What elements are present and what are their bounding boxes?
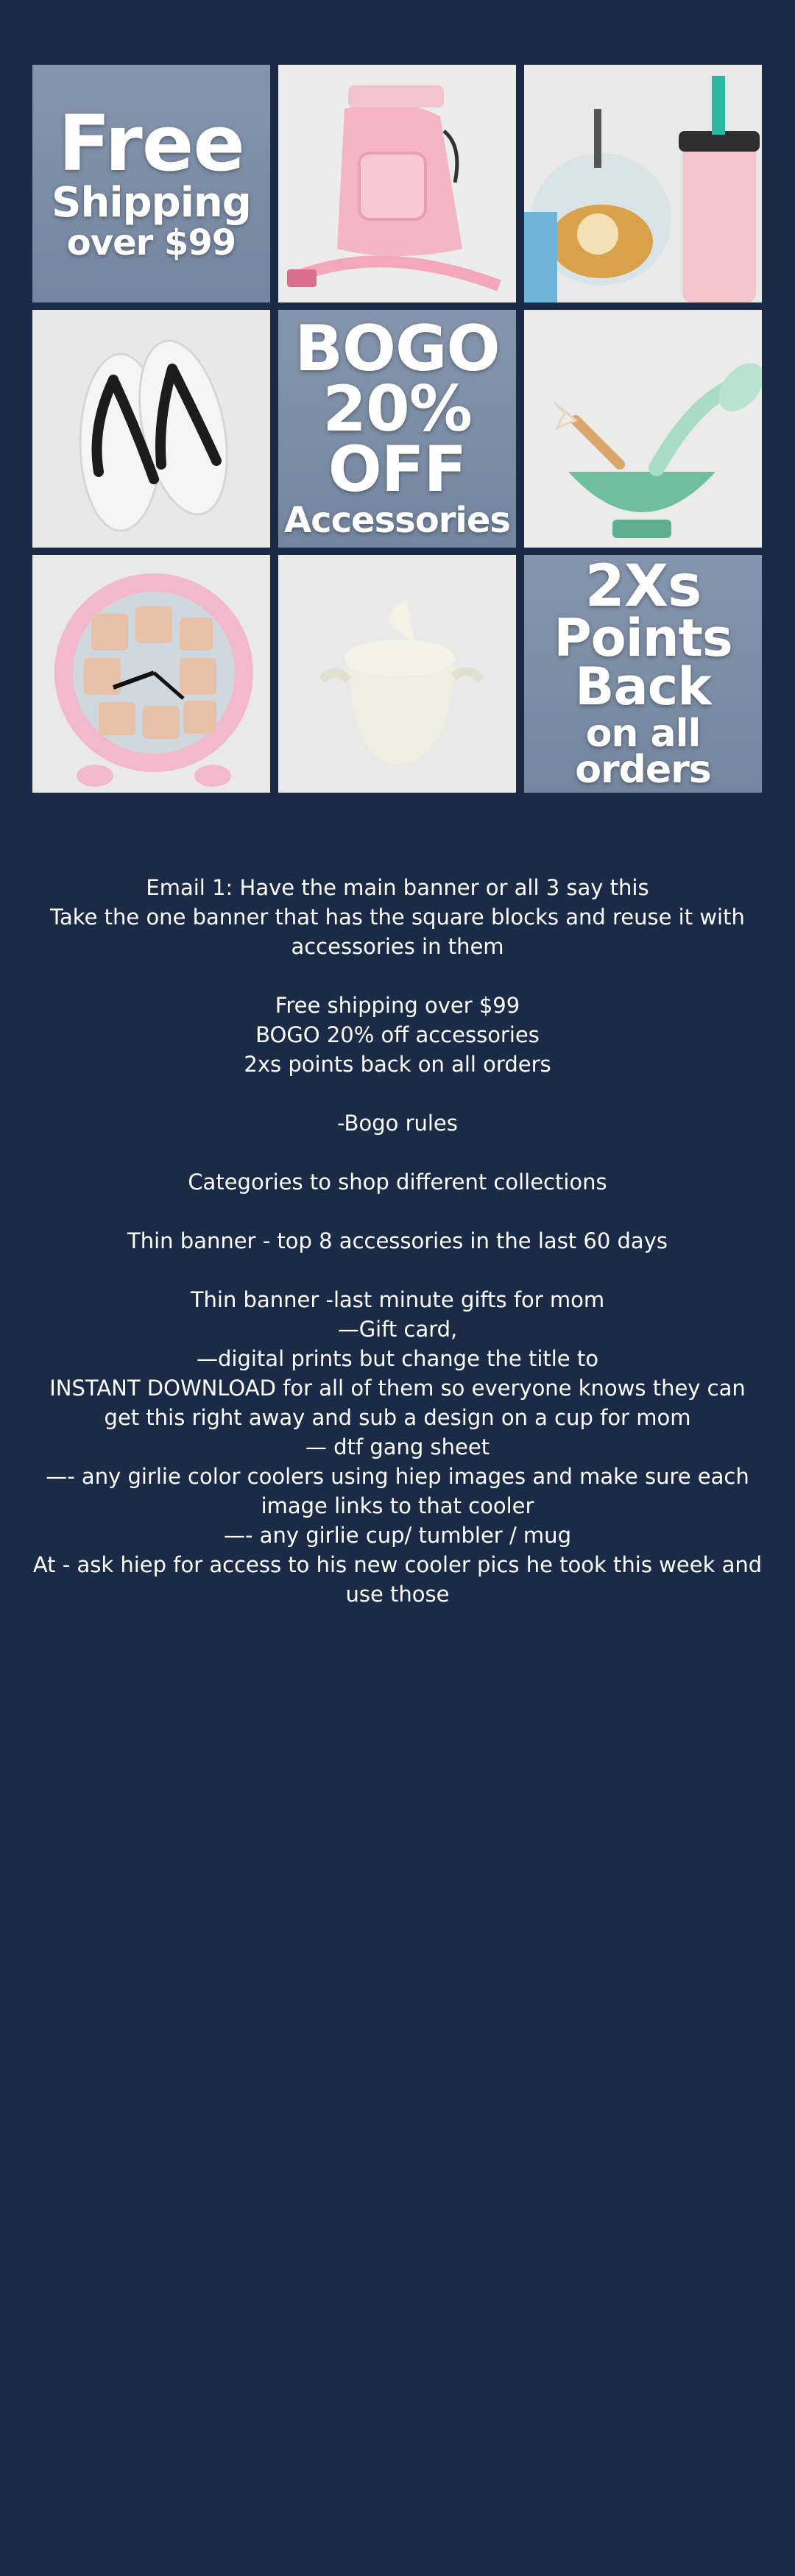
free-shipping-line-1: Free <box>58 98 244 188</box>
promo-grid <box>32 65 763 792</box>
note-line: Thin banner - top 8 accessories in the last 60 days <box>127 1228 668 1253</box>
photo-clock-graphic <box>32 555 270 793</box>
note-line <box>32 961 763 991</box>
note-line <box>32 1138 763 1167</box>
sugar-bowl-graphic <box>278 555 516 793</box>
note-line: —Gift card, <box>337 1317 458 1342</box>
points-line-2: Points <box>554 607 732 668</box>
points-line-1: 2Xs <box>584 555 702 620</box>
free-shipping-line-3: over $99 <box>66 222 236 263</box>
note-line: 2xs points back on all orders <box>244 1052 551 1077</box>
free-shipping-line-2: Shipping <box>52 178 251 227</box>
bogo-line-2: 20% <box>322 372 472 446</box>
note-line: Take the one banner that has the square blocks and reuse it with accessories in them <box>50 905 745 959</box>
note-line <box>32 1256 763 1285</box>
bogo-tile[interactable] <box>278 310 516 548</box>
tumblers-and-jar-image[interactable] <box>524 65 762 302</box>
note-line: At - ask hiep for access to his new cooler pics he took this week and use those <box>32 1552 763 1607</box>
flip-flops-graphic <box>32 310 270 548</box>
ceramic-sugar-bowl-image[interactable] <box>278 555 516 793</box>
bogo-line-1: BOGO <box>294 312 500 386</box>
free-shipping-tile[interactable] <box>32 65 270 302</box>
email-notes <box>32 873 763 1609</box>
note-line: —digital prints but change the title to <box>197 1346 598 1371</box>
note-line: —- any girlie cup/ tumbler / mug <box>224 1523 571 1548</box>
note-line <box>32 1079 763 1108</box>
note-line: BOGO 20% off accessories <box>255 1022 540 1047</box>
points-line-3: Back <box>575 657 711 718</box>
pink-cooler-sleeve-graphic <box>278 65 516 302</box>
note-line <box>32 1197 763 1226</box>
tumblers-graphic <box>524 65 762 302</box>
points-line-4: on all orders <box>575 711 711 793</box>
note-line: Categories to shop different collections <box>188 1170 607 1195</box>
bogo-line-3: OFF <box>328 432 467 506</box>
note-line: INSTANT DOWNLOAD for all of them so everyone knows they can get this right away and sub a design on a cup for mom <box>49 1376 746 1430</box>
note-line: —- any girlie color coolers using hiep images and make sure each image links to that cooler <box>46 1464 749 1518</box>
mask-bowl-brush-image[interactable] <box>524 310 762 548</box>
bogo-line-4: Accessories <box>284 500 510 542</box>
note-line: Thin banner -last minute gifts for mom <box>190 1287 605 1312</box>
flip-flops-image[interactable] <box>32 310 270 548</box>
note-line: — dtf gang sheet <box>305 1434 490 1459</box>
mask-bowl-graphic <box>524 310 762 548</box>
photo-clock-image[interactable] <box>32 555 270 793</box>
pink-cooler-sleeve-image[interactable] <box>278 65 516 302</box>
note-line: Free shipping over $99 <box>275 993 520 1018</box>
points-back-tile[interactable] <box>524 555 762 793</box>
note-line: Email 1: Have the main banner or all 3 say this <box>146 875 649 900</box>
note-line: -Bogo rules <box>337 1111 458 1136</box>
